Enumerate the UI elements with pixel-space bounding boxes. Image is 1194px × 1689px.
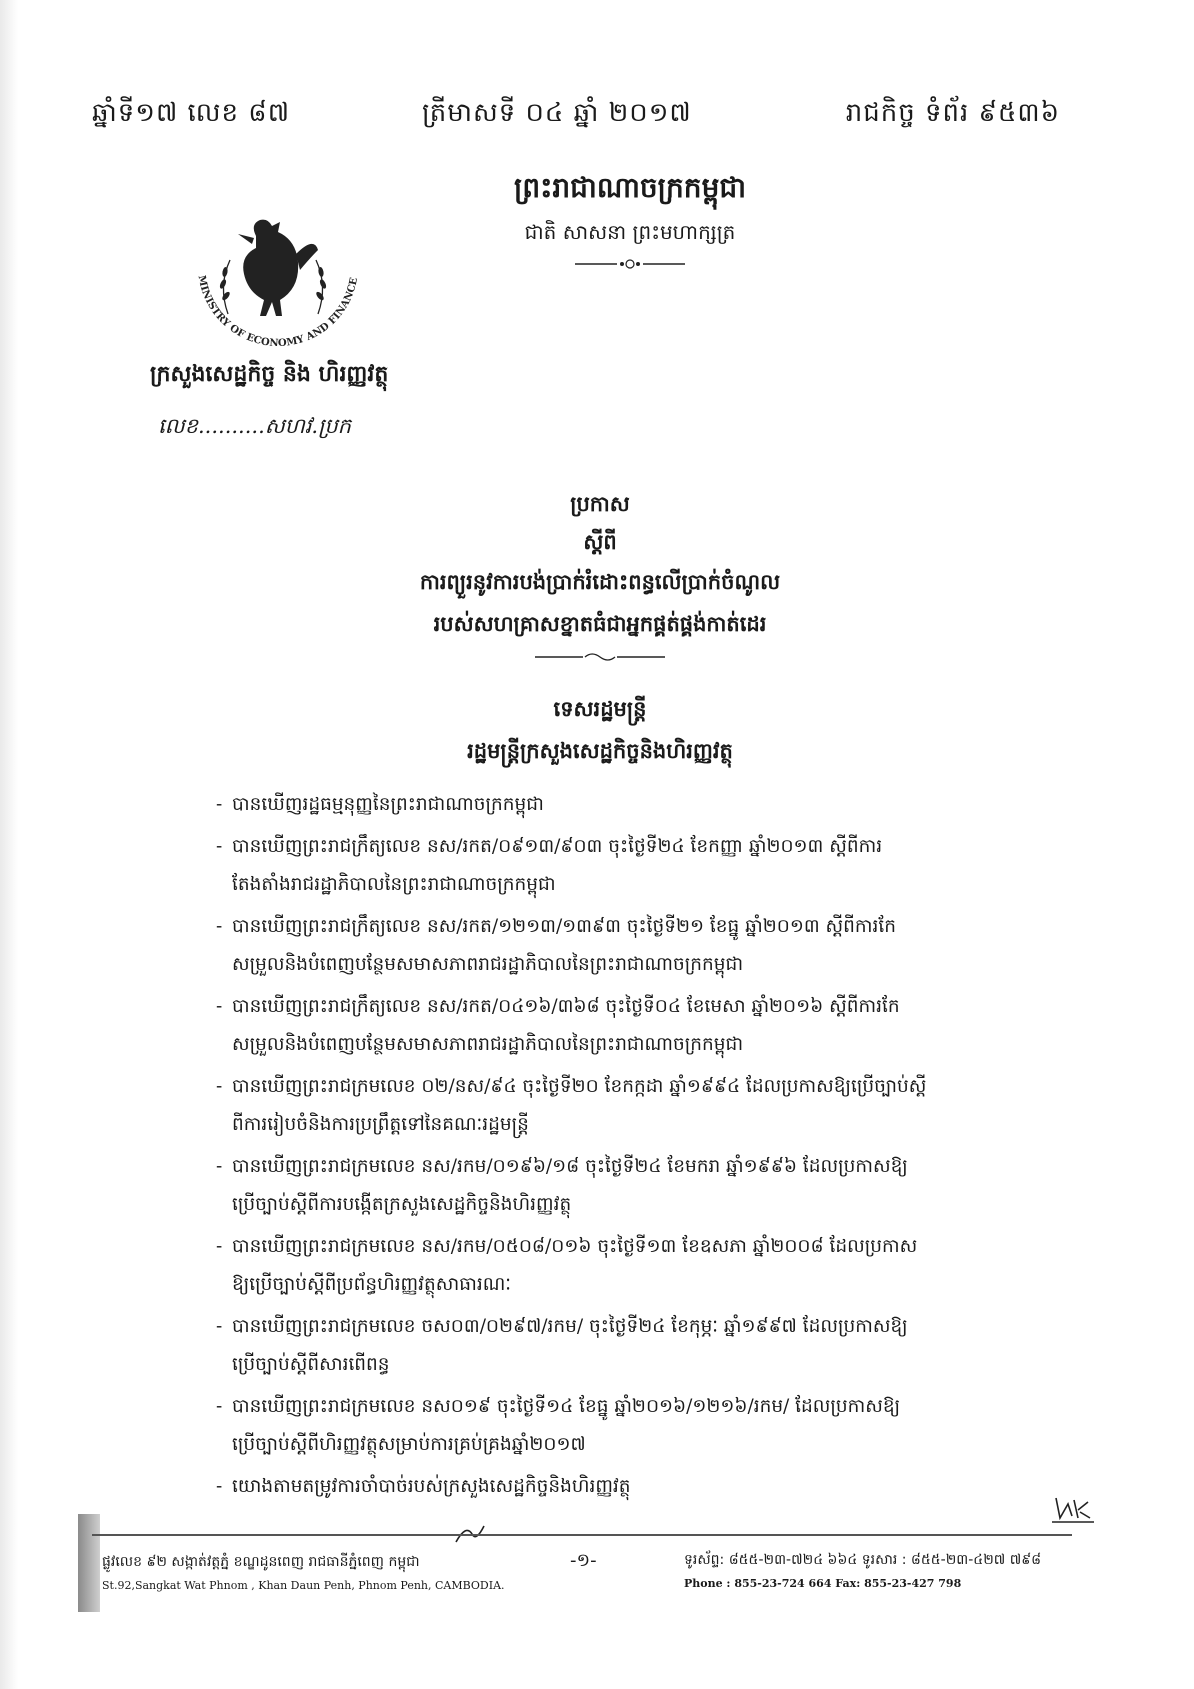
scan-edge-shadow <box>0 0 18 1689</box>
ministry-name: ក្រសួងសេដ្ឋកិច្ច និង ហិរញ្ញវត្ថុ <box>150 361 389 387</box>
address-english: St.92,Sangkat Wat Phnom , Khan Daun Penh, Phnom Penh, CAMBODIA. <box>102 1579 505 1592</box>
reference-number: លេខ..........សហវ.ប្រក <box>158 414 351 438</box>
seal-arc-text: MINISTRY OF ECONOMY AND FINANCE <box>195 274 361 350</box>
gazette-year-issue: ឆ្នាំទី១៧ លេខ ៨៧ <box>92 98 291 128</box>
initials-signature <box>1048 1490 1098 1526</box>
document-type: ប្រកាស <box>570 491 630 516</box>
scan-shadow <box>78 1514 100 1612</box>
list-item: - បានឃើញព្រះរាជក្រឹត្យលេខ នស/រកត/០៤១៦/៣៦៨ ចុះថ្ងៃទី០៤ ខែមេសា ឆ្នាំ២០១៦ ស្តីពីការកែ សម្រួលនិងបំពេញបន្ថែមសមាសភាពរាជរដ្ឋាភិបាលនៃព្រះរាជាណាចក្រកម្ពុជា <box>216 988 994 1064</box>
document-title <box>300 485 900 673</box>
minister-heading <box>300 688 900 772</box>
document-on: ស្តីពី <box>583 529 617 554</box>
page-number: -១- <box>570 1550 597 1571</box>
gazette-page: រាជកិច្ច ទំព័រ ៩៥៣៦ <box>845 98 1060 128</box>
kingdom-heading <box>420 170 840 275</box>
divider-ornament <box>535 651 665 663</box>
subject-line-1: ការព្យួរនូវការបង់ប្រាក់រំដោះពន្ធលើប្រាក់ចំណូល <box>419 569 781 594</box>
list-item: - បានឃើញព្រះរាជក្រមលេខ នស០១៩ ចុះថ្ងៃទី១៤ ខែធ្នូ ឆ្នាំ២០១៦/១២១៦/រកម/ ដែលប្រកាសឱ្យ ប្រើច្បាប់ស្តីពីហិរញ្ញវត្ថុសម្រាប់ការគ្រប់គ្រងឆ្នាំ២០១៧ <box>216 1388 994 1464</box>
minister-role: រដ្ឋមន្ត្រីក្រសួងសេដ្ឋកិច្ចនិងហិរញ្ញវត្ថុ <box>467 738 733 763</box>
address-khmer: ផ្លូវលេខ ៩២ សង្កាត់វត្តភ្នំ ខណ្ឌដូនពេញ រាជធានីភ្នំពេញ កម្ពុជា <box>102 1554 420 1570</box>
phone-khmer: ទូរស័ព្ទ: ៨៥៥-២៣-៧២៤ ៦៦៤ ទូរសារ : ៨៥៥-២៣-៤២៧ ៧៩៨ <box>684 1552 1042 1568</box>
national-motto: ជាតិ សាសនា ព្រះមហាក្សត្រ <box>524 220 736 244</box>
footer-divider <box>92 1534 1072 1536</box>
list-item: - បានឃើញព្រះរាជក្រមលេខ ចស០៣/០២៩៧/រកម/ ចុះថ្ងៃទី២៤ ខែកុម្ភៈ ឆ្នាំ១៩៩៧ ដែលប្រកាសឱ្យ ប្រើច្បាប់ស្តីពីសារពើពន្ធ <box>216 1308 994 1384</box>
legal-basis-list <box>216 786 994 1510</box>
subject-line-2: របស់សហគ្រាសខ្នាតធំជាអ្នកផ្គត់ផ្គង់កាត់ដេរ <box>433 611 767 636</box>
gazette-quarter: ត្រីមាសទី ០៤ ឆ្នាំ ២០១៧ <box>422 98 692 128</box>
rooster-seal-icon <box>168 196 378 356</box>
kingdom-name: ព្រះរាជាណាចក្រកម្ពុជា <box>513 171 746 204</box>
list-item: - បានឃើញព្រះរាជក្រមលេខ នស/រកម/០១៩៦/១៨ ចុះថ្ងៃទី២៤ ខែមករា ឆ្នាំ១៩៩៦ ដែលប្រកាសឱ្យ ប្រើច្បាប់ស្តីពីការបង្កើតក្រសួងសេដ្ឋកិច្ចនិងហិរញ្ញវត្ថុ <box>216 1148 994 1224</box>
list-item: - បានឃើញព្រះរាជក្រមលេខ នស/រកម/០៥០៨/០១៦ ចុះថ្ងៃទី១៣ ខែឧសភា ឆ្នាំ២០០៨ ដែលប្រកាស ឱ្យប្រើច្បាប់ស្តីពីប្រព័ន្ធហិរញ្ញវត្ថុសាធារណៈ <box>216 1228 994 1304</box>
phone-english: Phone : 855-23-724 664 Fax: 855-23-427 798 <box>684 1577 962 1590</box>
list-item: - បានឃើញព្រះរាជក្រឹត្យលេខ នស/រកត/០៩១៣/៩០៣ ចុះថ្ងៃទី២៤ ខែកញ្ញា ឆ្នាំ២០១៣ ស្តីពីការ តែងតាំងរាជរដ្ឋាភិបាលនៃព្រះរាជាណាចក្រកម្ពុជា <box>216 828 994 904</box>
list-item: - បានឃើញព្រះរាជក្រមលេខ ០២/នស/៩៤ ចុះថ្ងៃទី២០ ខែកក្កដា ឆ្នាំ១៩៩៤ ដែលប្រកាសឱ្យប្រើច្បាប់ស្តី ពីការរៀបចំនិងការប្រព្រឹត្តទៅនៃគណៈរដ្ឋមន្ត្រី <box>216 1068 994 1144</box>
footer-contact <box>684 1550 1041 1590</box>
footer-address <box>102 1552 505 1592</box>
divider-ornament <box>575 257 685 271</box>
gazette-header <box>92 96 1060 140</box>
minister-title: ទេសរដ្ឋមន្ត្រី <box>553 696 647 721</box>
list-item: - យោងតាមតម្រូវការចាំបាច់របស់ក្រសួងសេដ្ឋកិច្ចនិងហិរញ្ញវត្ថុ <box>216 1468 994 1506</box>
list-item: - បានឃើញព្រះរាជក្រឹត្យលេខ នស/រកត/១២១៣/១៣៩៣ ចុះថ្ងៃទី២១ ខែធ្នូ ឆ្នាំ២០១៣ ស្តីពីការកែ សម្រួលនិងបំពេញបន្ថែមសមាសភាពរាជរដ្ឋាភិបាលនៃព្រះរាជាណាចក្រកម្ពុជា <box>216 908 994 984</box>
list-item: - បានឃើញរដ្ឋធម្មនុញ្ញនៃព្រះរាជាណាចក្រកម្ពុជា <box>216 786 994 824</box>
